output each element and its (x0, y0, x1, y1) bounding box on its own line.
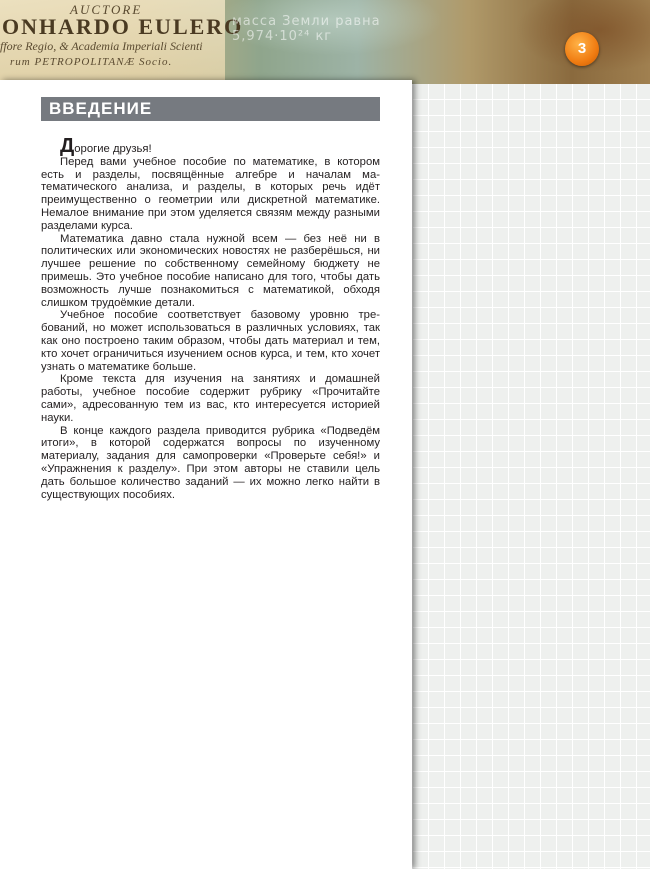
page-number-badge: 3 (565, 32, 599, 66)
banner-text-academia: ffore Regio, & Academia Imperiali Scienti (0, 39, 203, 53)
greeting (41, 135, 380, 157)
graph-paper-margin (412, 84, 650, 869)
banner-text-petropolitanae: rum PETROPOLITANÆ Socio. (10, 56, 173, 68)
greeting-initial: Д (60, 135, 75, 157)
banner-text-euler: ONHARDO EULERO (2, 14, 244, 39)
paragraph: Перед вами учебное пособие по математике, в котором есть и разделы, посвящённые алгебре и началам математического анализа, и разделы, в которых речь идёт преимущественно о геометрии или дискретной математике. Немалое внимание при этом уделяется связям между разными разделами курса. (41, 155, 380, 232)
paragraph: Кроме текста для изучения на занятиях и домашней работы, учебное пособие содержит рубрику «Прочитайте сами», адресованную тем из вас, кто интересуется историей науки. (41, 373, 380, 424)
section-header-bar (41, 97, 380, 121)
paragraph: Математика давно стала нужной всем — без неё ни в политических или экономических новостях не разберёшься, ни лучшее решение по собственному семейному бюджету не примешь. Это учебное пособие написано для того, чтобы дать возможность лучше познакомиться с математикой, обходя слишком трудоёмкие детали. (41, 232, 380, 309)
section-title: ВВЕДЕНИЕ (49, 99, 153, 118)
paragraph: В конце каждого раздела приводится рубрика «Подведём итоги», в которой содержатся вопросы по изученному материалу, задания для самопроверки «Проверьте себя!» и «Упражнения к разделу». При этом авторы не ставили цель дать большое количество заданий — их можно легко найти в существующих пособиях. (41, 424, 380, 501)
banner-watermark-text: масса Земли равна 5,974·10²⁴ кг (232, 14, 381, 44)
text-page (0, 80, 412, 869)
paragraph: Учебное пособие соответствует базовому уровню требований, но может использоваться в различных условиях, так как оно построено таким образом, чтобы дать материал и тем, кто хочет ограничиться изучением основ курса, и тем, кто хочет узнать о математике больше. (41, 309, 380, 373)
banner-text-auctore: AUCTORE (70, 2, 143, 17)
header-banner (0, 0, 650, 84)
body-text (41, 135, 380, 501)
greeting-text: орогие друзья! (74, 143, 152, 155)
